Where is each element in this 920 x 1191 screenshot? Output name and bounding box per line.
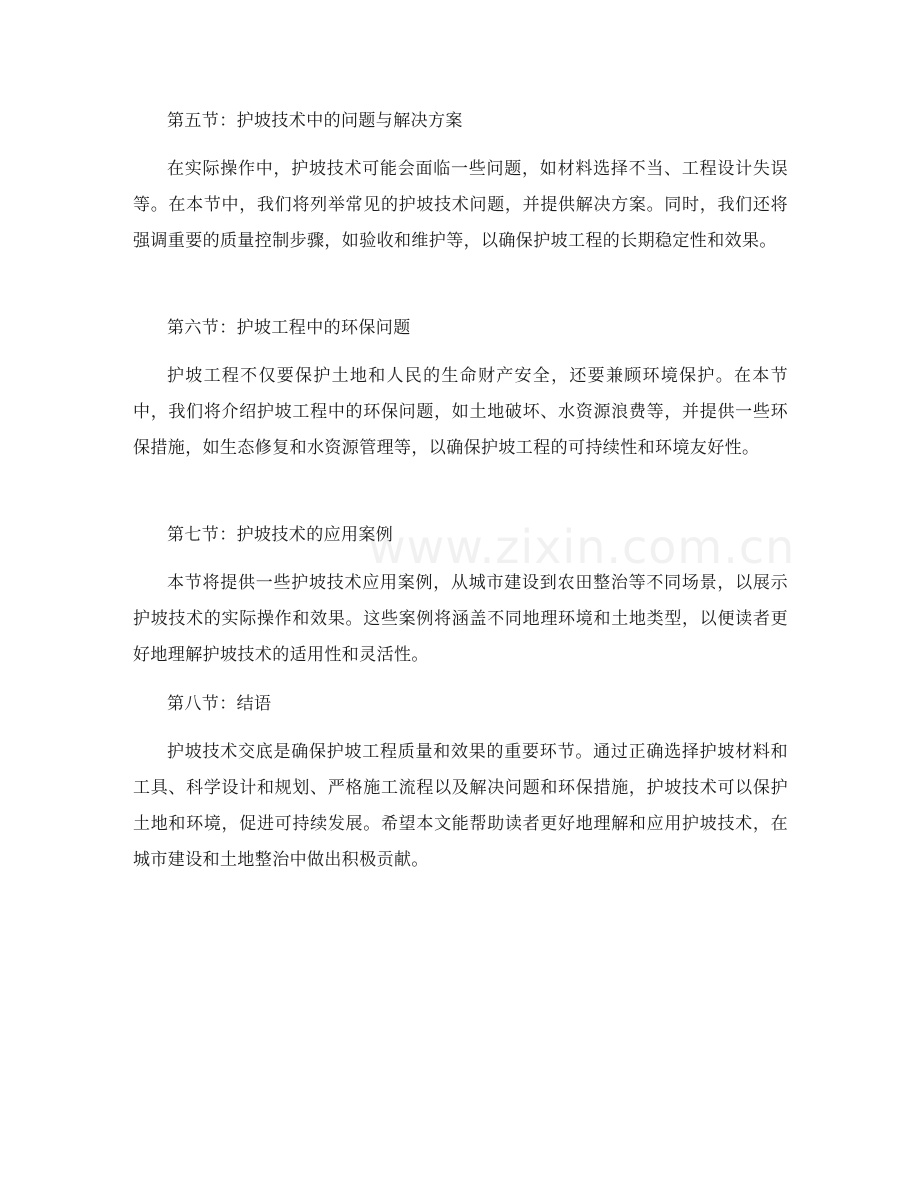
section-8-heading: 第八节：结语 bbox=[167, 694, 272, 714]
section-7-heading: 第七节：护坡技术的应用案例 bbox=[167, 525, 394, 545]
section-6-heading: 第六节：护坡工程中的环保问题 bbox=[167, 318, 411, 338]
watermark: www.zixin.com.cn bbox=[368, 520, 796, 574]
section-5-paragraph: 在实际操作中，护坡技术可能会面临一些问题，如材料选择不当、工程设计失误等。在本节中，我们将列举常见的护坡技术问题，并提供解决方案。同时，我们还将强调重要的质量控制步骤，如验收和维护等，以确保护坡工程的长期稳定性和效果。 bbox=[133, 159, 788, 251]
section-8-paragraph: 护坡技术交底是确保护坡工程质量和效果的重要环节。通过正确选择护坡材料和工具、科学设计和规划、严格施工流程以及解决问题和环保措施，护坡技术可以保护土地和环境，促进可持续发展。希望本文能帮助读者更好地理解和应用护坡技术，在城市建设和土地整治中做出积极贡献。 bbox=[133, 742, 788, 870]
section-7-paragraph: 本节将提供一些护坡技术应用案例，从城市建设到农田整治等不同场景，以展示护坡技术的实际操作和效果。这些案例将涵盖不同地理环境和土地类型，以便读者更好地理解护坡技术的适用性和灵活性。 bbox=[133, 573, 788, 665]
section-6-paragraph: 护坡工程不仅要保护土地和人民的生命财产安全，还要兼顾环境保护。在本节中，我们将介绍护坡工程中的环保问题，如土地破坏、水资源浪费等，并提供一些环保措施，如生态修复和水资源管理等，以确保护坡工程的可持续性和环境友好性。 bbox=[133, 366, 788, 458]
section-5-heading: 第五节：护坡技术中的问题与解决方案 bbox=[167, 111, 463, 131]
